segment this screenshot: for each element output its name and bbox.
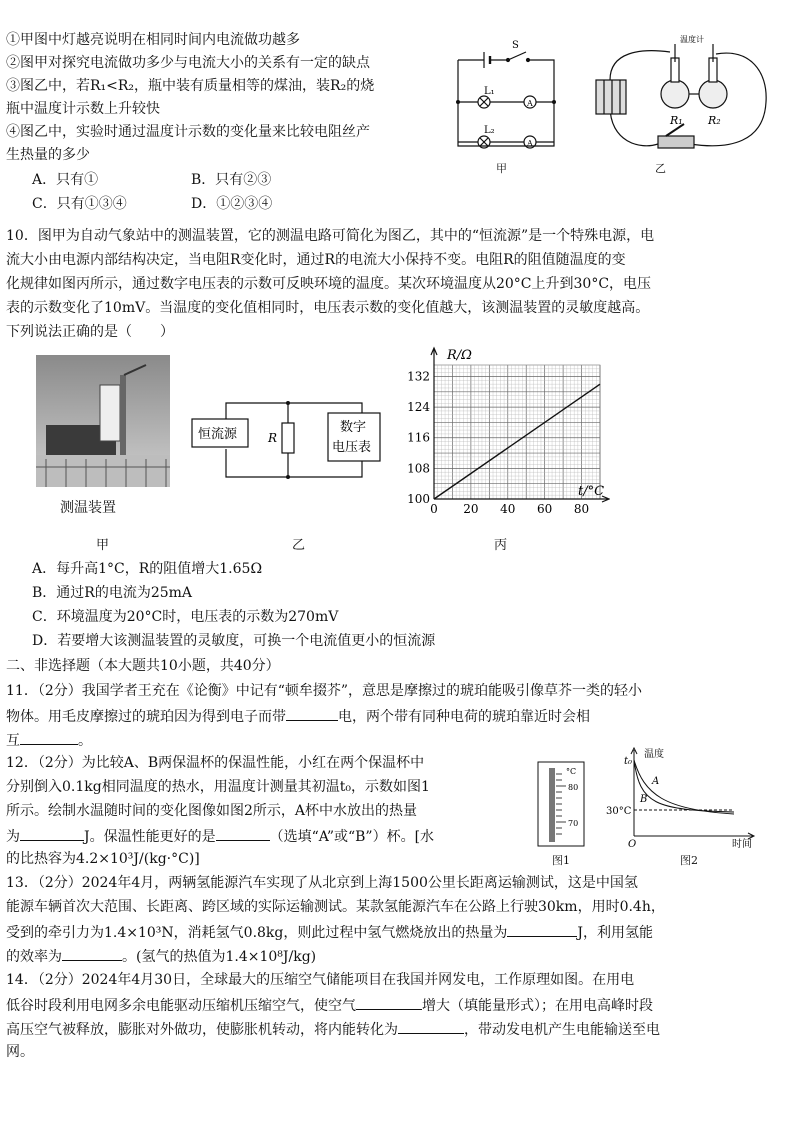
- thermometer-unit: °C: [566, 767, 577, 776]
- resistor-r-label: R: [268, 431, 278, 445]
- fig-yi-caption: 乙: [292, 538, 306, 553]
- q12-fig2-caption: 图2: [680, 854, 698, 867]
- q12-line-5: 的比热容为4.2×10³J/(kg·°C)]: [6, 851, 200, 867]
- q10-stem-5: 下列说法正确的是（ ）: [6, 324, 174, 340]
- q11-blank-2[interactable]: [20, 729, 78, 745]
- q11-text-3b: 。: [78, 733, 92, 749]
- y-tick-label: 124: [407, 400, 430, 415]
- switch-label: S: [512, 40, 519, 51]
- curve-a-label: A: [652, 776, 660, 787]
- fig-bing-caption: 丙: [494, 538, 508, 553]
- q11-text-2a: 物体。用毛皮摩擦过的琥珀因为得到电子而带: [6, 709, 286, 725]
- curve-b-label: B: [640, 794, 648, 805]
- q14-line-3: [6, 1018, 660, 1040]
- q9-fig-jia-label: 甲: [496, 162, 507, 175]
- q13-blank-1[interactable]: [507, 921, 577, 937]
- x-tick-label: 20: [463, 502, 479, 516]
- thermometer-mark-80: 80: [568, 783, 579, 792]
- q13-line-4: [6, 945, 316, 967]
- q10-circuit-yi: [190, 395, 390, 495]
- q12-blank-2[interactable]: [216, 825, 270, 841]
- q10-stem-1: 10．图甲为自动气象站中的测温装置，它的测温电路可简化为图乙，其中的“恒流源”是一个特殊电源，电: [6, 228, 655, 244]
- q9-statement-4: ④图乙中，实验时通过温度计示数的变化量来比较电阻丝产: [6, 124, 370, 140]
- q9-apparatus-yi: [580, 32, 780, 172]
- q11-blank-1[interactable]: [286, 705, 338, 721]
- grid-frame: [434, 365, 600, 499]
- y-tick-label: 132: [407, 369, 430, 384]
- q14-text-3a: 高压空气被释放，膨胀对外做功，使膨胀机转动，将内能转化为: [6, 1022, 398, 1038]
- chart-xlabel: t/°C: [578, 484, 605, 499]
- q14-text-2b: 增大（填能量形式）；在用电高峰时段: [422, 998, 653, 1014]
- q12-thermometer-figure: [536, 760, 586, 860]
- q13-text-3a: 受到的牵引力为1.4×10³N，消耗氢气0.8kg，则此过程中氢气燃烧放出的热量为: [6, 925, 508, 941]
- r2-label: R₂: [708, 114, 721, 127]
- x-tick-label: 40: [500, 502, 516, 516]
- q13-text-4a: 的效率为: [6, 949, 62, 965]
- q10-stem-3: 化规律如图丙所示，通过数字电压表的示数可反映环境的温度。某次环境温度从20°C上升到30°C，电压: [6, 276, 652, 292]
- q9-fig-yi-label: 乙: [655, 162, 666, 175]
- q13-text-3b: J，利用氢能: [577, 925, 654, 941]
- x-tick-label: 80: [573, 502, 590, 516]
- x-tick-label: 0: [430, 502, 438, 516]
- q10-stem-2: 流大小由电源内部结构决定，当电阻R变化时，通过R的电流大小保持不变。电阻R的阻值随温度的变: [6, 252, 626, 268]
- q11-line-2: [6, 705, 590, 727]
- graph-ylabel: 温度: [644, 749, 664, 760]
- chart-grid: [434, 365, 600, 499]
- ammeter2-label: A: [527, 139, 533, 148]
- thermometer-label: 温度计: [680, 35, 704, 44]
- q12-line-2: 分别倒入0.1kg相同温度的热水，用温度计测量其初温t₀，示数如图1: [6, 779, 430, 795]
- fig-jia-caption: 甲: [96, 538, 110, 553]
- q10-option-c[interactable]: C．环境温度为20°C时，电压表的示数为270mV: [32, 609, 339, 625]
- q12-line-3: 所示。绘制水温随时间的变化图像如图2所示，A杯中水放出的热量: [6, 803, 418, 819]
- q13-line-2: 能源车辆首次大范围、长距离、跨区域的实际运输测试。某款氢能源汽车在公路上行驶30km，用时0.4h，: [6, 899, 665, 915]
- q13-text-4b: 。(氢气的热值为1.4×10⁸J/kg): [122, 949, 317, 965]
- q9-option-a[interactable]: A．只有①: [32, 172, 99, 188]
- q13-blank-2[interactable]: [62, 945, 122, 961]
- q9-option-b[interactable]: B．只有②③: [191, 172, 272, 188]
- q13-line-1: 13．（2分）2024年4月，两辆氢能源汽车实现了从北京到上海1500公里长距离运输测试，这是中国氢: [6, 875, 638, 891]
- q14-blank-2[interactable]: [398, 1018, 464, 1034]
- voltmeter-label-2: 电压表: [332, 440, 372, 455]
- q11-line-3: [6, 729, 92, 751]
- q11-text-2b: 电，两个带有同种电荷的琥珀靠近时会相: [338, 709, 590, 725]
- q9-circuit-jia: [450, 32, 558, 172]
- q14-line-1: 14．（2分）2024年4月30日，全球最大的压缩空气储能项目在我国并网发电，工作原理如图。在用电: [6, 972, 635, 988]
- q9-option-c[interactable]: C．只有①③④: [32, 196, 127, 212]
- q12-cooling-graph: [604, 744, 764, 848]
- q14-line-2: [6, 994, 653, 1016]
- q9-statement-3-cont: 瓶中温度计示数上升较快: [6, 101, 160, 117]
- resistance-temperature-chart: [400, 345, 610, 525]
- q14-text-3b: ，带动发电机产生电能输送至电: [464, 1022, 660, 1038]
- y-tick-label: 100: [407, 492, 430, 506]
- q11-line-1: 11．（2分）我国学者王充在《论衡》中记有“顿牟掇芥”，意思是摩擦过的琥珀能吸引像草芥一类的轻小: [6, 683, 643, 699]
- thermometer-mark-70: 70: [568, 819, 579, 828]
- y-tick-label: 116: [407, 430, 430, 445]
- graph-xlabel: 时间: [732, 839, 752, 848]
- chart-ylabel: R/Ω: [447, 348, 472, 363]
- q12-fig1-caption: 图1: [552, 854, 570, 867]
- q11-text-3a: 互: [6, 733, 20, 749]
- q9-statement-1: ①甲图中灯越亮说明在相同时间内电流做功越多: [6, 32, 300, 48]
- y-tick-label: 108: [407, 461, 430, 476]
- q14-line-4: 网。: [6, 1044, 34, 1060]
- q10-option-d[interactable]: D．若要增大该测温装置的灵敏度，可换一个电流值更小的恒流源: [32, 633, 436, 649]
- q9-option-d[interactable]: D．①②③④: [191, 196, 273, 212]
- q12-blank-1[interactable]: [20, 825, 84, 841]
- q9-statement-4-cont: 生热量的多少: [6, 147, 90, 163]
- graph-30c: 30°C: [606, 806, 632, 817]
- q10-option-a[interactable]: A．每升高1°C，R的阻值增大1.65Ω: [32, 561, 263, 577]
- r1-label: R₁: [670, 114, 683, 127]
- graph-t0: t₀: [624, 756, 633, 767]
- q9-statement-3: ③图乙中，若R₁<R₂，瓶中装有质量相等的煤油，装R₂的烧: [6, 78, 375, 94]
- q12-text-4c: （选填“A”或“B”）杯。[水: [269, 829, 435, 845]
- q14-blank-1[interactable]: [356, 994, 422, 1010]
- q14-text-2a: 低谷时段利用电网多余电能驱动压缩机压缩空气，使空气: [6, 998, 356, 1014]
- constant-current-source-label: 恒流源: [198, 427, 238, 442]
- q12-text-4b: J。保温性能更好的是: [84, 829, 216, 845]
- x-tick-label: 60: [537, 502, 553, 516]
- q12-line-4: [6, 825, 434, 847]
- weather-station-photo: [36, 355, 170, 487]
- q10-option-b[interactable]: B．通过R的电流为25mA: [32, 585, 193, 601]
- q9-statement-2: ②图甲对探究电流做功多少与电流大小的关系有一定的缺点: [6, 55, 370, 71]
- q12-text-4a: 为: [6, 829, 20, 845]
- graph-origin: O: [628, 839, 637, 848]
- photo-caption: 测温装置: [60, 500, 116, 516]
- q12-line-1: 12．（2分）为比较A、B两保温杯的保温性能，小红在两个保温杯中: [6, 755, 425, 771]
- section-2-heading: 二、非选择题（本大题共10小题，共40分）: [6, 658, 280, 674]
- lamp1-label: L₁: [484, 86, 495, 97]
- q10-stem-4: 表的示数变化了10mV。当温度的变化值相同时，电压表示数的变化值越大，该测温装置的灵敏度越高。: [6, 300, 650, 316]
- voltmeter-label-1: 数字: [340, 420, 367, 435]
- q13-line-3: [6, 921, 653, 943]
- ammeter1-label: A: [527, 99, 533, 108]
- lamp2-label: L₂: [484, 125, 495, 136]
